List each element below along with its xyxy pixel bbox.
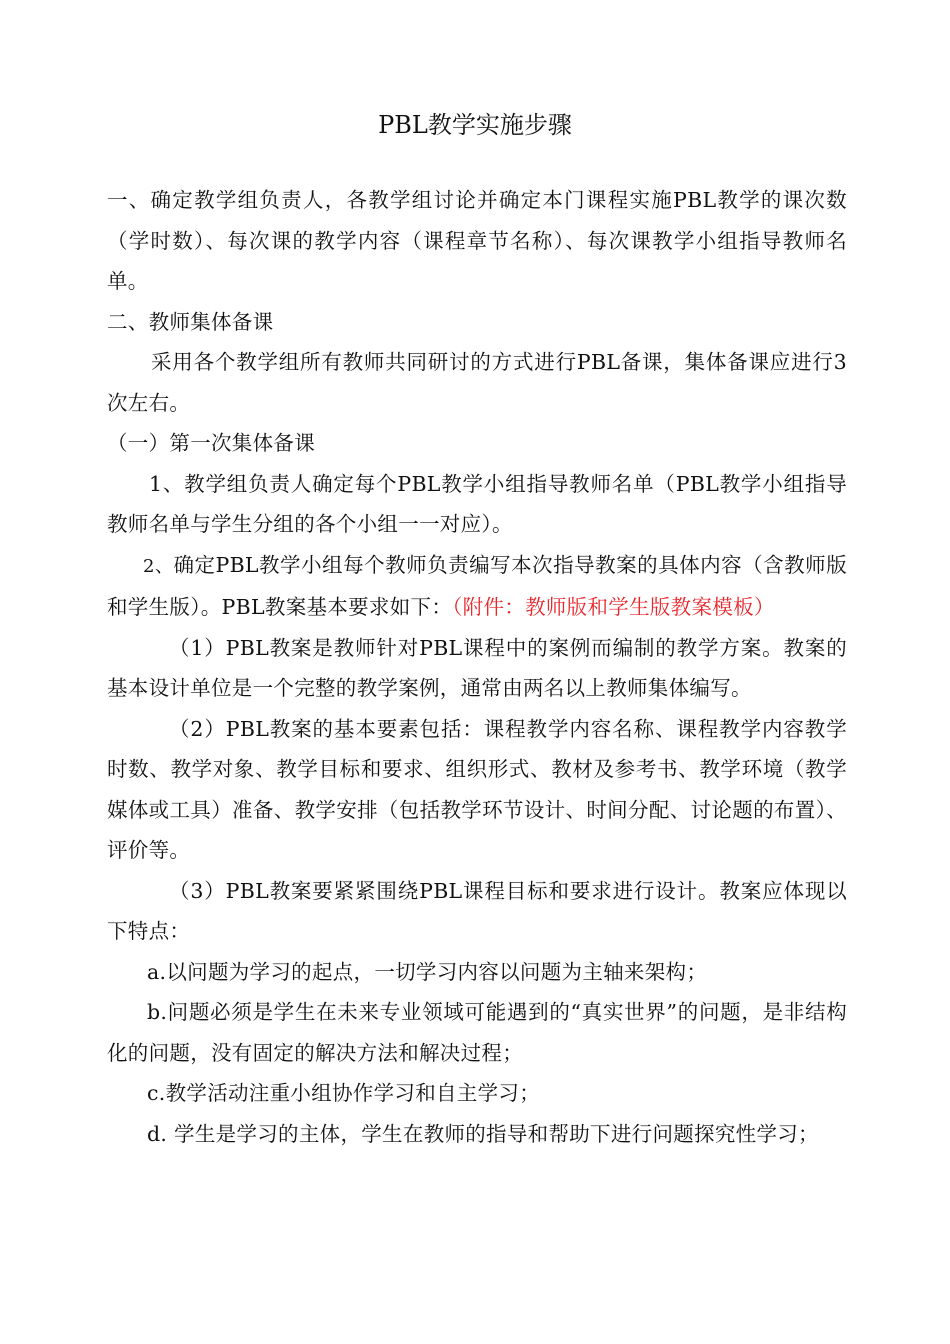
- document-body: [107, 180, 847, 1154]
- item-1-paragraph: （1）PBL教案是教师针对PBL课程中的案例而编制的教学方案。教案的基本设计单位是一个完整的教学案例，通常由两名以上教师集体编写。: [107, 635, 847, 700]
- step-2-text: 确定PBL教学小组每个教师负责编写本次指导教案的具体内容（含教师版和学生版）。PBL教案基本要求如下：: [107, 552, 847, 619]
- step-1-paragraph: 1、教学组负责人确定每个PBL教学小组指导教师名单（PBL教学小组指导教师名单与学生分组的各个小组一一对应）。: [107, 471, 847, 536]
- feature-b: b.问题必须是学生在未来专业领域可能遇到的“真实世界”的问题，是非结构化的问题，没有固定的解决方法和解决过程；: [107, 1000, 847, 1065]
- collective-prep-paragraph: 采用各个教学组所有教师共同研讨的方式进行PBL备课，集体备课应进行3次左右。: [107, 350, 847, 415]
- page-title: PBL教学实施步骤: [378, 111, 572, 139]
- attachment-note: （附件：教师版和学生版教案模板）: [452, 595, 775, 619]
- first-prep-heading: （一）第一次集体备课: [107, 431, 315, 455]
- step-2-number: 2、: [143, 555, 174, 577]
- item-3-paragraph: （3）PBL教案要紧紧围绕PBL课程目标和要求进行设计。教案应体现以下特点：: [107, 878, 847, 943]
- section-two-heading: 二、教师集体备课: [107, 309, 274, 334]
- section-one-paragraph: 一、确定教学组负责人，各教学组讨论并确定本门课程实施PBL教学的课次数（学时数）、每次课的教学内容（课程章节名称）、每次课教学小组指导教师名单。: [107, 188, 847, 293]
- step-2-paragraph: [107, 545, 847, 628]
- feature-c: c.教学活动注重小组协作学习和自主学习；: [147, 1081, 540, 1105]
- item-2-paragraph: （2）PBL教案的基本要素包括：课程教学内容名称、课程教学内容教学时数、教学对象、教学目标和要求、组织形式、教材及参考书、教学环境（教学媒体或工具）准备、教学安排（包括教学环节设计、时间分配、讨论题的布置）、评价等。: [107, 716, 847, 862]
- feature-a: a.以问题为学习的起点，一切学习内容以问题为主轴来架构；: [147, 959, 708, 984]
- feature-d: d. 学生是学习的主体，学生在教师的指导和帮助下进行问题探究性学习；: [147, 1121, 819, 1146]
